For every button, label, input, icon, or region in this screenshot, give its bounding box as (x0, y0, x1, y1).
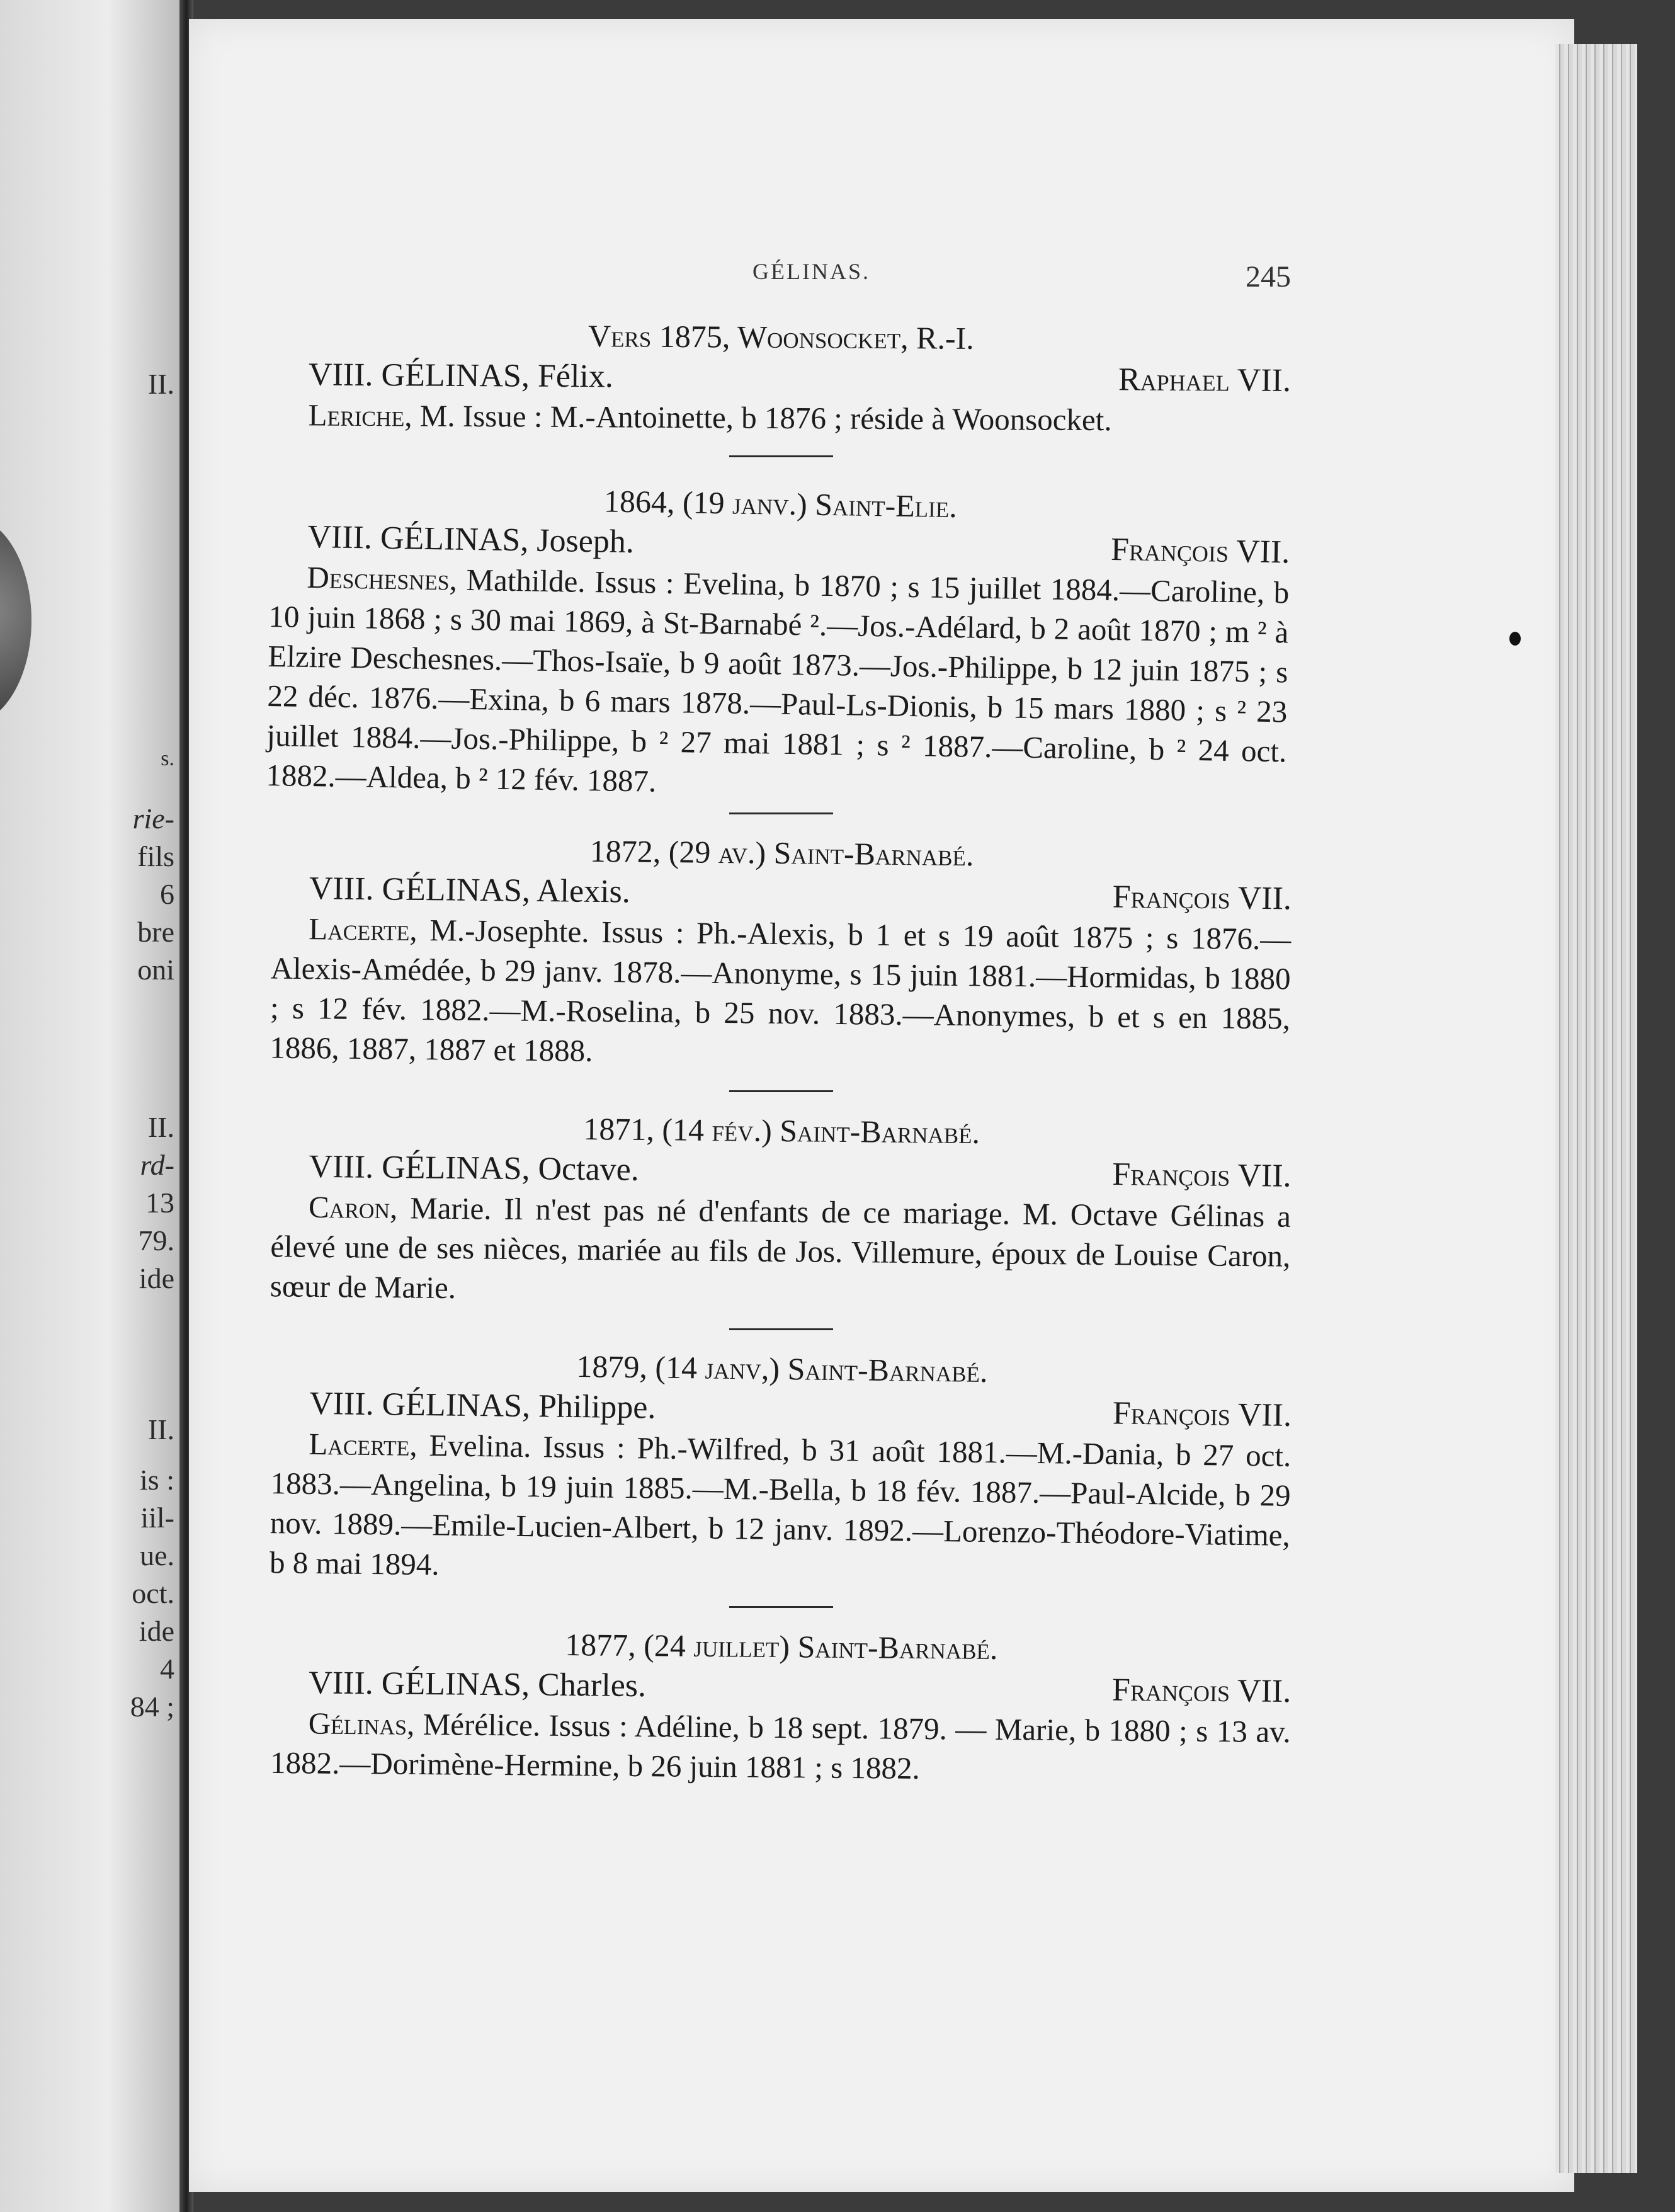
entry-body (270, 1703, 1291, 1791)
entry-father: François VII. (1112, 1156, 1292, 1194)
entry-octave (270, 1105, 1292, 1316)
entry-father: François VII. (1110, 531, 1290, 571)
entry-alexis (270, 827, 1292, 1078)
entry-body (270, 1187, 1292, 1316)
entry-father: François VII. (1112, 879, 1292, 917)
ink-spot (1509, 632, 1521, 646)
facing-page-fragment: 6 (160, 878, 174, 910)
entry-body (266, 557, 1290, 811)
running-head: GÉLINAS. (752, 259, 870, 284)
page-edges (1555, 44, 1637, 2173)
facing-page-fragment: II. (147, 1413, 174, 1445)
facing-page-fragment: 79. (138, 1224, 174, 1257)
genealogy-entries (266, 315, 1292, 1787)
entry-text: , Evelina. Issus : Ph.-Wilfred, b 31 août 1881.—M.-Dania, b 27 oct. 1883.—Angelina, b 19 juin 1885.—M.-Bella, b 18 fév. 1887.—Paul-Alcide, b 29 nov. 1889.—Emile-Lucien-Albert, b 12 janv. 1892.—Lorenzo-Théodore-Viatime, b 8 mai 1894. (269, 1427, 1292, 1582)
facing-page (0, 0, 179, 2212)
entry-place: 1864, (19 janv.) Saint-Elie. (603, 483, 958, 525)
entry-name: VIII. GÉLINAS, Charles. (309, 1665, 647, 1704)
entry-body (270, 395, 1290, 441)
entry-father: Raphael VII. (1118, 362, 1292, 399)
facing-page-fragment: oct. (132, 1577, 174, 1609)
portrait-engraving (0, 516, 31, 724)
page-number: 245 (1246, 260, 1291, 294)
facing-page-fragment: oni (137, 954, 174, 986)
entry-father: François VII. (1111, 1672, 1292, 1710)
entry-text: , M. Issue : M.-Antoinette, b 1876 ; réside à Woonsocket. (404, 398, 1112, 438)
entry-body (270, 909, 1292, 1078)
facing-page-fragment: 84 ; (130, 1690, 174, 1723)
facing-page-fragment: ide (139, 1615, 174, 1647)
facing-page-fragment: 4 (160, 1653, 174, 1685)
entry-spouse: Lacerte (309, 1426, 410, 1462)
entry-spouse: Leriche (308, 397, 405, 433)
entry-spouse: Deschesnes (307, 559, 450, 597)
entry-name: VIII. GÉLINAS, Philippe. (309, 1385, 656, 1426)
facing-page-fragment: II. (147, 368, 174, 400)
facing-page-fragment: II. (147, 1111, 174, 1143)
facing-page-fragment: fils (137, 840, 174, 872)
separator (729, 1090, 833, 1092)
facing-page-fragment: 13 (145, 1187, 174, 1219)
entry-place: 1872, (29 av.) Saint-Barnabé. (589, 833, 974, 873)
entry-felix (270, 313, 1291, 441)
entry-text: , M.-Josephte. Issus : Ph.-Alexis, b 1 et s 19 août 1875 ; s 1876.—Alexis-Amédée, b 29 janv. 1878.—Anonyme, s 15 juin 1881.—Hormidas, b 1880 ; s 12 fév. 1882.—M.-Roselina, b 25 nov. 1883.—Anonymes, b et s en 1885, 1886, 1887, 1887 et 1888. (270, 912, 1292, 1068)
entry-text: , Marie. Il n'est pas né d'enfants de ce mariage. M. Octave Gélinas a élevé une de ses nièces, mariée au fils de Jos. Villemure, époux de Louise Caron, sœur de Marie. (270, 1190, 1292, 1306)
facing-page-fragment: ide (139, 1262, 174, 1294)
separator (729, 455, 833, 457)
entry-name: VIII. GÉLINAS, Joseph. (307, 518, 635, 561)
entry-place: 1871, (14 fév.) Saint-Barnabé. (583, 1110, 980, 1151)
entry-name: VIII. GÉLINAS, Alexis. (309, 870, 631, 910)
entry-name: VIII. GÉLINAS, Félix. (308, 356, 614, 395)
entry-name: VIII. GÉLINAS, Octave. (309, 1148, 640, 1188)
entry-spouse: Lacerte (309, 911, 410, 947)
entry-body (270, 1423, 1292, 1595)
facing-page-fragment: iil- (140, 1502, 174, 1534)
entry-text: , Mathilde. Issus : Evelina, b 1870 ; s 15 juillet 1884.—Caroline, b 10 juin 1868 ; s 30 mai 1869, à St-Barnabé ².—Jos.-Adélard, b 2 août 1870 ; m ² à Elzire Deschesnes.—Thos-Isaïe, b 9 août 1873.—Jos.-Philippe, b 12 juin 1875 ; s 22 déc. 1876.—Exina, b 6 mars 1878.—Paul-Ls-Dionis, b 15 mars 1880 ; s ² 23 juillet 1884.—Jos.-Philippe, b ² 27 mai 1881 ; s ² 1887.—Caroline, b ² 24 oct. 1882.—Aldea, b ² 12 fév. 1887. (266, 562, 1290, 799)
facing-page-fragment: s. (161, 747, 174, 770)
facing-page-fragment: ue. (140, 1539, 174, 1571)
entry-place: 1879, (14 janv,) Saint-Barnabé. (576, 1348, 988, 1389)
separator (729, 1606, 833, 1608)
entry-charles (270, 1621, 1292, 1791)
entry-joseph (266, 475, 1291, 811)
entry-text: , Mérélice. Issus : Adéline, b 18 sept. 1879. — Marie, b 1880 ; s 13 av. 1882.—Dorimène-Hermine, b 26 juin 1881 ; s 1882. (270, 1706, 1291, 1786)
entry-place: Vers 1875, Woonsocket, R.-I. (588, 318, 974, 356)
entry-place: 1877, (24 juillet) Saint-Barnabé. (565, 1627, 998, 1667)
facing-page-fragment: rd- (140, 1149, 174, 1181)
entry-philippe (270, 1342, 1293, 1595)
facing-page-fragment: rie- (132, 802, 174, 835)
entry-spouse: Caron (308, 1189, 390, 1226)
entry-heading (271, 355, 1291, 401)
separator (729, 812, 833, 814)
entry-father: François VII. (1112, 1395, 1292, 1434)
facing-page-fragment: bre (137, 916, 174, 948)
separator (729, 1328, 833, 1330)
facing-page-fragment: is : (140, 1464, 174, 1496)
entry-spouse: Gélinas (308, 1706, 407, 1742)
